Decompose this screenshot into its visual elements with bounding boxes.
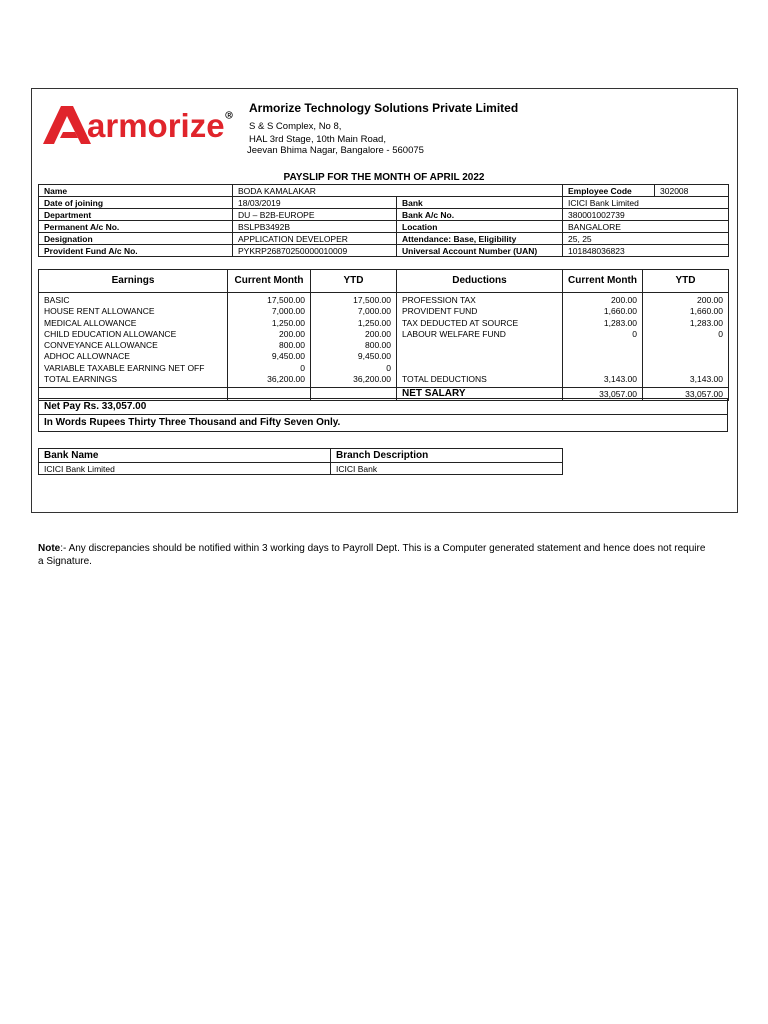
deduction-current: 1,660.00: [603, 306, 637, 317]
deduction-name: [402, 351, 557, 362]
earnings-current: [228, 293, 311, 388]
name-value: BODA KAMALAKAR: [233, 185, 563, 197]
net-pay-table: [38, 398, 728, 432]
earnings-header: Earnings: [39, 270, 228, 293]
address-line-2: HAL 3rd Stage, 10th Main Road,: [249, 134, 386, 145]
deductions-header: Deductions: [397, 270, 563, 293]
earnings-ytd-header: YTD: [311, 270, 397, 293]
earning-name: VARIABLE TAXABLE EARNING NET OFF: [44, 362, 205, 373]
attendance-value: 25, 25: [563, 233, 729, 245]
deduction-current: 3,143.00: [603, 374, 637, 385]
deduction-current: [568, 340, 637, 351]
deduction-ytd: 200.00: [697, 295, 723, 305]
bank-value: ICICI Bank Limited: [563, 197, 729, 209]
name-label: Name: [39, 185, 233, 197]
logo-text: armorize: [87, 107, 225, 144]
salary-table: [38, 269, 729, 401]
deduction-current: 1,283.00: [603, 317, 637, 328]
pan-value: BSLPB3492B: [233, 221, 397, 233]
company-name: Armorize Technology Solutions Private Limited: [249, 101, 519, 115]
deduction-name: [402, 340, 557, 351]
earning-ytd: 200.00: [365, 328, 391, 339]
deduction-current: [568, 351, 637, 362]
bank-name-header: Bank Name: [39, 449, 331, 463]
deduction-ytd: [648, 351, 723, 362]
payslip-title: PAYSLIP FOR THE MONTH OF APRIL 2022: [283, 172, 485, 183]
earning-ytd: 17,500.00: [353, 295, 391, 305]
earning-ytd: 36,200.00: [353, 374, 391, 385]
deduction-name: [402, 363, 557, 374]
note-text: :- Any discrepancies should be notified within 3 working days to Payroll Dept. This is a Computer generated statement and hence does not require a Signature.: [38, 543, 706, 567]
bank-label: Bank: [397, 197, 563, 209]
earnings-ytd: [311, 293, 397, 388]
earning-ytd: 1,250.00: [357, 317, 391, 328]
deduction-current: [568, 363, 637, 374]
location-value: BANGALORE: [563, 221, 729, 233]
net-pay-in-words: In Words Rupees Thirty Three Thousand and Fifty Seven Only.: [39, 415, 728, 432]
attendance-label: Attendance: Base, Eligibility: [397, 233, 563, 245]
designation-value: APPLICATION DEVELOPER: [233, 233, 397, 245]
earning-current: 7,000.00: [271, 306, 305, 317]
earning-current: 800.00: [279, 340, 305, 351]
earning-name: MEDICAL ALLOWANCE: [44, 317, 137, 328]
employee-code-label: Employee Code: [563, 185, 655, 197]
department-label: Department: [39, 209, 233, 221]
pf-label: Provident Fund A/c No.: [39, 245, 233, 257]
earning-ytd: 0: [386, 362, 391, 373]
earning-name: CONVEYANCE ALLOWANCE: [44, 340, 158, 351]
employee-code-value: 302008: [655, 185, 729, 197]
bank-account-value: 380001002739: [563, 209, 729, 221]
deduction-name: PROFESSION TAX: [402, 295, 476, 305]
deduction-ytd: 1,660.00: [689, 306, 723, 317]
deduction-current: 200.00: [611, 295, 637, 305]
employee-details-table: [38, 184, 729, 257]
address-line-3: Jeevan Bhima Nagar, Bangalore - 560075: [247, 145, 424, 156]
footer-note: [38, 543, 708, 568]
earning-current: 1,250.00: [271, 317, 305, 328]
deductions-ytd-header: YTD: [643, 270, 729, 293]
uan-value: 101848036823: [563, 245, 729, 257]
net-salary-label: NET SALARY: [397, 388, 563, 401]
earning-name: TOTAL EARNINGS: [44, 374, 118, 385]
earning-current: 36,200.00: [267, 374, 305, 385]
earning-ytd: 7,000.00: [357, 306, 391, 317]
branch-description-value: ICICI Bank: [331, 463, 563, 475]
branch-description-header: Branch Description: [331, 449, 563, 463]
doj-value: 18/03/2019: [233, 197, 397, 209]
deduction-name: TOTAL DEDUCTIONS: [402, 374, 487, 385]
earning-ytd: 9,450.00: [357, 351, 391, 362]
doj-label: Date of joining: [39, 197, 233, 209]
bank-table: [38, 448, 563, 475]
company-logo: [41, 102, 236, 148]
bank-account-label: Bank A/c No.: [397, 209, 563, 221]
earning-ytd: 800.00: [365, 340, 391, 351]
deduction-current: 0: [632, 328, 637, 339]
svg-text:R: R: [227, 113, 232, 119]
earning-current: 17,500.00: [267, 295, 305, 305]
uan-label: Universal Account Number (UAN): [397, 245, 563, 257]
designation-label: Designation: [39, 233, 233, 245]
deductions-names: [397, 293, 563, 388]
net-salary-current: 33,057.00: [563, 388, 643, 401]
deduction-ytd: 0: [718, 328, 723, 339]
earnings-current-header: Current Month: [228, 270, 311, 293]
net-salary-ytd: 33,057.00: [643, 388, 729, 401]
deduction-name: PROVIDENT FUND: [402, 306, 478, 317]
department-value: DU – B2B-EUROPE: [233, 209, 397, 221]
earning-current: 0: [300, 362, 305, 373]
deduction-ytd: 1,283.00: [689, 317, 723, 328]
deduction-name: TAX DEDUCTED AT SOURCE: [402, 317, 519, 328]
net-pay: Net Pay Rs. 33,057.00: [39, 399, 728, 415]
deductions-ytd: [643, 293, 729, 388]
deductions-current-header: Current Month: [563, 270, 643, 293]
earning-current: 9,450.00: [271, 351, 305, 362]
deduction-ytd: [648, 363, 723, 374]
deductions-current: [563, 293, 643, 388]
pan-label: Permanent A/c No.: [39, 221, 233, 233]
location-label: Location: [397, 221, 563, 233]
earning-name: ADHOC ALLOWNACE: [44, 351, 130, 362]
deduction-ytd: [648, 340, 723, 351]
pf-value: PYKRP26870250000010009: [233, 245, 397, 257]
deduction-ytd: 3,143.00: [689, 374, 723, 385]
address-line-1: S & S Complex, No 8,: [249, 121, 342, 132]
note-label: Note: [38, 543, 61, 554]
earning-name: BASIC: [44, 295, 70, 305]
deduction-name: LABOUR WELFARE FUND: [402, 328, 506, 339]
earnings-names: [39, 293, 228, 388]
earning-name: HOUSE RENT ALLOWANCE: [44, 306, 155, 317]
earning-current: 200.00: [279, 328, 305, 339]
earning-name: CHILD EDUCATION ALLOWANCE: [44, 328, 177, 339]
bank-name-value: ICICI Bank Limited: [39, 463, 331, 475]
